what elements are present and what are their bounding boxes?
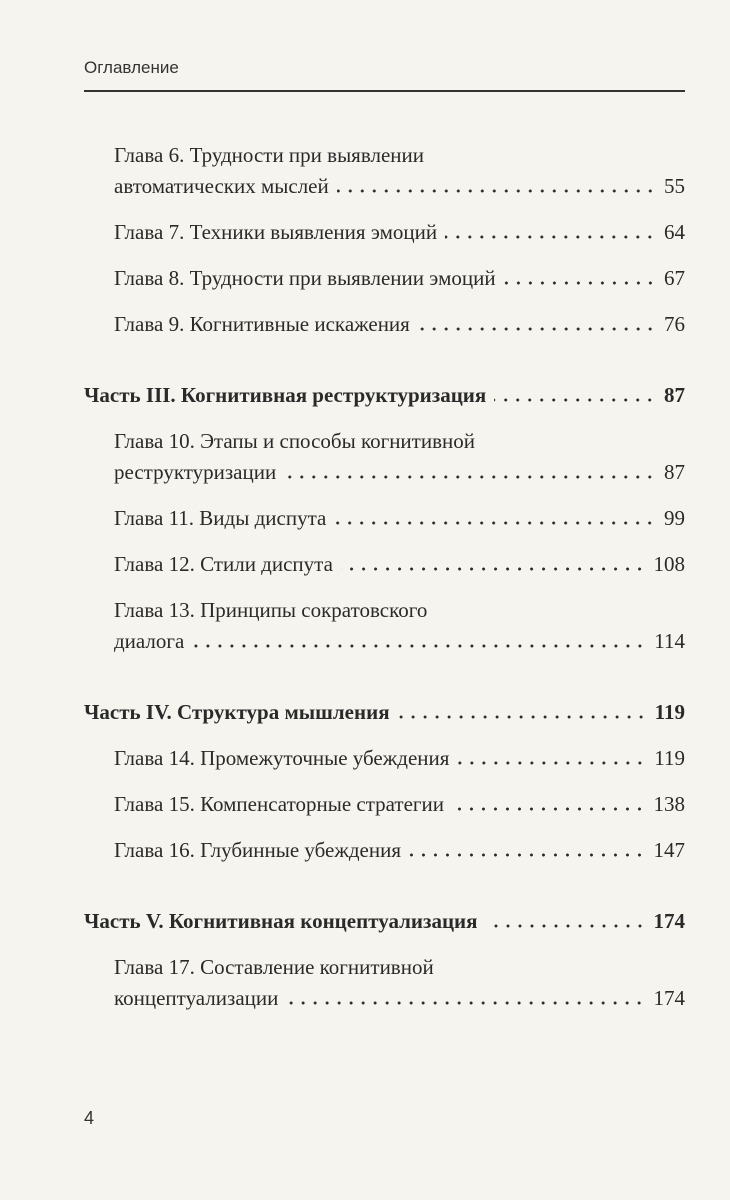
toc-entry-line xyxy=(114,263,685,294)
toc-gap xyxy=(84,937,685,952)
dot-leader xyxy=(192,644,646,648)
toc-entry-line xyxy=(114,503,685,534)
toc-entry-title: концептуализации xyxy=(114,986,279,1010)
toc-chapter-entry[interactable] xyxy=(84,743,685,774)
toc-gap xyxy=(84,202,685,217)
toc-entry-line xyxy=(114,835,685,866)
toc-entry-title-line: Глава 10. Этапы и способы когнитивной xyxy=(114,429,475,453)
toc-entry-line xyxy=(114,626,685,657)
toc-entry-line xyxy=(84,380,685,411)
toc-chapter-entry[interactable] xyxy=(84,309,685,340)
toc-gap xyxy=(84,580,685,595)
dot-leader xyxy=(504,281,656,285)
toc-chapter-entry[interactable] xyxy=(84,217,685,248)
toc-entry-title-line: Глава 17. Составление когнитивной xyxy=(114,955,434,979)
toc-page-number: 138 xyxy=(653,792,685,816)
running-header: Оглавление xyxy=(84,58,179,77)
toc-part-entry[interactable] xyxy=(84,380,685,411)
toc-entry-line xyxy=(114,171,685,202)
table-of-contents xyxy=(84,140,685,1014)
toc-page-number: 119 xyxy=(654,700,685,724)
toc-page-number: 76 xyxy=(664,312,685,336)
toc-chapter-entry[interactable] xyxy=(84,952,685,1014)
toc-gap xyxy=(84,728,685,743)
toc-page-number: 87 xyxy=(664,460,685,484)
toc-entry-title: Глава 15. Компенсаторные стратегии xyxy=(114,792,445,816)
toc-gap xyxy=(84,411,685,426)
page-number: 4 xyxy=(84,1108,95,1128)
toc-gap xyxy=(84,866,685,906)
toc-entry-line xyxy=(114,549,685,580)
dot-leader xyxy=(418,327,656,331)
toc-entry-title: Глава 7. Техники выявления эмоций xyxy=(114,220,438,244)
dot-leader xyxy=(334,521,656,525)
toc-entry-line xyxy=(114,309,685,340)
toc-entry-title: Глава 11. Виды диспута xyxy=(114,506,327,530)
toc-gap xyxy=(84,488,685,503)
toc-part-entry[interactable] xyxy=(84,906,685,937)
toc-chapter-entry[interactable] xyxy=(84,426,685,488)
toc-gap xyxy=(84,534,685,549)
toc-entry-title: Часть III. Когнитивная реструктуризация xyxy=(84,383,487,407)
toc-gap xyxy=(84,657,685,697)
toc-entry-line xyxy=(114,743,685,774)
dot-leader xyxy=(452,807,645,811)
header-rule xyxy=(84,90,685,92)
dot-leader xyxy=(337,189,656,193)
toc-page-number: 99 xyxy=(664,506,685,530)
toc-page-number: 174 xyxy=(653,986,685,1010)
toc-gap xyxy=(84,294,685,309)
toc-page-number: 108 xyxy=(653,552,685,576)
toc-entry-title: Глава 14. Промежуточные убеждения xyxy=(114,746,450,770)
dot-leader xyxy=(494,398,656,402)
toc-page-number: 67 xyxy=(664,266,685,290)
toc-entry-line xyxy=(114,789,685,820)
toc-entry-line xyxy=(84,906,685,937)
dot-leader xyxy=(486,924,646,928)
toc-entry-line xyxy=(114,983,685,1014)
toc-entry-title: диалога xyxy=(114,629,185,653)
toc-entry-title: Глава 9. Когнитивные искажения xyxy=(114,312,410,336)
toc-gap xyxy=(84,820,685,835)
toc-chapter-entry[interactable] xyxy=(84,503,685,534)
toc-entry-title-line: Глава 6. Трудности при выявлении xyxy=(114,143,424,167)
toc-chapter-entry[interactable] xyxy=(84,789,685,820)
toc-chapter-entry[interactable] xyxy=(84,595,685,657)
toc-page-number: 114 xyxy=(654,629,685,653)
toc-entry-title: Глава 16. Глубинные убеждения xyxy=(114,838,402,862)
dot-leader xyxy=(286,1001,645,1005)
toc-entry-title: Глава 8. Трудности при выявлении эмоций xyxy=(114,266,496,290)
toc-chapter-entry[interactable] xyxy=(84,549,685,580)
toc-entry-title: Часть IV. Структура мышления xyxy=(84,700,390,724)
toc-page-number: 87 xyxy=(664,383,685,407)
dot-leader xyxy=(398,715,647,719)
dot-leader xyxy=(445,235,656,239)
toc-page-number: 174 xyxy=(653,909,685,933)
dot-leader xyxy=(457,761,646,765)
toc-entry-title: Часть V. Когнитивная концептуализация xyxy=(84,909,478,933)
toc-entry-title: реструктуризации xyxy=(114,460,277,484)
toc-entry-line xyxy=(114,217,685,248)
toc-entry-title: автоматических мыслей xyxy=(114,174,329,198)
toc-gap xyxy=(84,340,685,380)
dot-leader xyxy=(409,853,645,857)
toc-chapter-entry[interactable] xyxy=(84,835,685,866)
dot-leader xyxy=(284,475,656,479)
toc-entry-title: Глава 12. Стили диспута xyxy=(114,552,333,576)
toc-part-entry[interactable] xyxy=(84,697,685,728)
toc-entry-title-line: Глава 13. Принципы сократовского xyxy=(114,598,428,622)
toc-page-number: 64 xyxy=(664,220,685,244)
toc-entry-line xyxy=(114,457,685,488)
dot-leader xyxy=(341,567,646,571)
toc-page-number: 147 xyxy=(653,838,685,862)
toc-gap xyxy=(84,248,685,263)
toc-chapter-entry[interactable] xyxy=(84,140,685,202)
toc-page-number: 55 xyxy=(664,174,685,198)
toc-chapter-entry[interactable] xyxy=(84,263,685,294)
toc-gap xyxy=(84,774,685,789)
toc-page-number: 119 xyxy=(654,746,685,770)
toc-entry-line xyxy=(84,697,685,728)
